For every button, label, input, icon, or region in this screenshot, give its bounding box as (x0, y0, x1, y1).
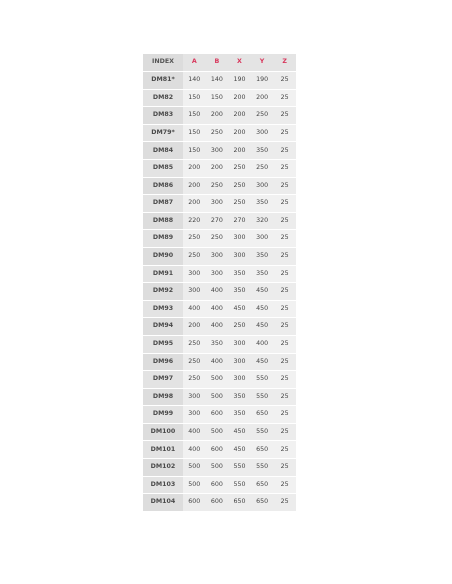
cell-index: DM101 (143, 441, 183, 459)
table-row (143, 283, 296, 301)
cell-y: 450 (251, 301, 274, 319)
cell-z: 25 (273, 477, 296, 495)
cell-a: 300 (183, 389, 206, 407)
cell-index: DM92 (143, 283, 183, 301)
cell-b: 600 (206, 477, 229, 495)
cell-b: 600 (206, 494, 229, 512)
cell-x: 300 (228, 230, 251, 248)
cell-z: 25 (273, 424, 296, 442)
cell-z: 25 (273, 406, 296, 424)
cell-index: DM100 (143, 424, 183, 442)
table-row (143, 354, 296, 372)
cell-b: 250 (206, 230, 229, 248)
cell-y: 200 (251, 90, 274, 108)
table-row (143, 160, 296, 178)
cell-index: DM83 (143, 107, 183, 125)
cell-index: DM84 (143, 142, 183, 160)
cell-a: 400 (183, 441, 206, 459)
cell-index: DM104 (143, 494, 183, 512)
cell-z: 25 (273, 301, 296, 319)
table-row (143, 213, 296, 231)
table-row (143, 336, 296, 354)
cell-a: 150 (183, 125, 206, 143)
cell-a: 400 (183, 424, 206, 442)
cell-y: 450 (251, 283, 274, 301)
cell-y: 550 (251, 424, 274, 442)
cell-b: 500 (206, 459, 229, 477)
cell-y: 550 (251, 371, 274, 389)
cell-y: 350 (251, 266, 274, 284)
cell-b: 300 (206, 142, 229, 160)
cell-a: 250 (183, 354, 206, 372)
header-x: X (228, 54, 251, 72)
cell-z: 25 (273, 371, 296, 389)
cell-index: DM90 (143, 248, 183, 266)
cell-x: 200 (228, 90, 251, 108)
cell-y: 350 (251, 195, 274, 213)
cell-z: 25 (273, 266, 296, 284)
table-row (143, 301, 296, 319)
cell-index: DM81* (143, 72, 183, 90)
cell-a: 200 (183, 195, 206, 213)
cell-a: 150 (183, 107, 206, 125)
header-y: Y (251, 54, 274, 72)
cell-b: 300 (206, 195, 229, 213)
cell-index: DM86 (143, 178, 183, 196)
cell-z: 25 (273, 72, 296, 90)
cell-y: 350 (251, 248, 274, 266)
cell-x: 450 (228, 441, 251, 459)
header-row (143, 54, 296, 72)
cell-x: 550 (228, 459, 251, 477)
cell-a: 200 (183, 318, 206, 336)
cell-x: 190 (228, 72, 251, 90)
cell-y: 300 (251, 178, 274, 196)
cell-x: 350 (228, 283, 251, 301)
cell-a: 250 (183, 371, 206, 389)
cell-a: 140 (183, 72, 206, 90)
header-a: A (183, 54, 206, 72)
cell-x: 300 (228, 336, 251, 354)
cell-index: DM79* (143, 125, 183, 143)
cell-index: DM82 (143, 90, 183, 108)
table-row (143, 248, 296, 266)
cell-x: 300 (228, 371, 251, 389)
cell-index: DM103 (143, 477, 183, 495)
table-row (143, 266, 296, 284)
cell-a: 250 (183, 230, 206, 248)
cell-x: 200 (228, 107, 251, 125)
cell-y: 400 (251, 336, 274, 354)
cell-b: 400 (206, 283, 229, 301)
cell-y: 300 (251, 125, 274, 143)
table-row (143, 477, 296, 495)
cell-x: 550 (228, 477, 251, 495)
cell-y: 250 (251, 160, 274, 178)
table-row (143, 371, 296, 389)
table-row (143, 318, 296, 336)
table-header (143, 54, 296, 72)
cell-b: 600 (206, 406, 229, 424)
cell-y: 650 (251, 441, 274, 459)
dimensions-table (143, 54, 296, 512)
cell-a: 300 (183, 266, 206, 284)
cell-z: 25 (273, 441, 296, 459)
cell-b: 500 (206, 424, 229, 442)
cell-index: DM98 (143, 389, 183, 407)
table-row (143, 441, 296, 459)
cell-b: 350 (206, 336, 229, 354)
cell-a: 200 (183, 160, 206, 178)
cell-x: 350 (228, 389, 251, 407)
cell-b: 150 (206, 90, 229, 108)
cell-x: 450 (228, 424, 251, 442)
cell-a: 220 (183, 213, 206, 231)
cell-index: DM87 (143, 195, 183, 213)
table-row (143, 195, 296, 213)
table-row (143, 494, 296, 512)
cell-b: 200 (206, 160, 229, 178)
cell-z: 25 (273, 283, 296, 301)
cell-x: 350 (228, 406, 251, 424)
cell-a: 300 (183, 283, 206, 301)
table-row (143, 424, 296, 442)
cell-index: DM88 (143, 213, 183, 231)
cell-b: 500 (206, 371, 229, 389)
cell-a: 600 (183, 494, 206, 512)
header-b: B (206, 54, 229, 72)
table-row (143, 90, 296, 108)
cell-x: 350 (228, 266, 251, 284)
cell-x: 300 (228, 354, 251, 372)
cell-z: 25 (273, 213, 296, 231)
cell-x: 450 (228, 301, 251, 319)
cell-b: 270 (206, 213, 229, 231)
cell-x: 250 (228, 160, 251, 178)
cell-z: 25 (273, 494, 296, 512)
cell-z: 25 (273, 336, 296, 354)
table-row (143, 142, 296, 160)
table-row (143, 389, 296, 407)
cell-a: 250 (183, 336, 206, 354)
cell-a: 500 (183, 459, 206, 477)
cell-index: DM89 (143, 230, 183, 248)
cell-a: 150 (183, 90, 206, 108)
cell-z: 25 (273, 125, 296, 143)
cell-x: 250 (228, 178, 251, 196)
table-row (143, 107, 296, 125)
cell-a: 250 (183, 248, 206, 266)
table-row (143, 459, 296, 477)
cell-a: 150 (183, 142, 206, 160)
cell-z: 25 (273, 230, 296, 248)
cell-index: DM97 (143, 371, 183, 389)
cell-a: 200 (183, 178, 206, 196)
cell-b: 500 (206, 389, 229, 407)
cell-x: 250 (228, 318, 251, 336)
cell-z: 25 (273, 107, 296, 125)
cell-y: 350 (251, 142, 274, 160)
cell-x: 300 (228, 248, 251, 266)
cell-x: 270 (228, 213, 251, 231)
cell-a: 500 (183, 477, 206, 495)
cell-a: 400 (183, 301, 206, 319)
cell-b: 200 (206, 107, 229, 125)
cell-b: 300 (206, 248, 229, 266)
cell-y: 650 (251, 477, 274, 495)
table-row (143, 178, 296, 196)
cell-index: DM85 (143, 160, 183, 178)
cell-y: 550 (251, 459, 274, 477)
cell-z: 25 (273, 389, 296, 407)
table-row (143, 230, 296, 248)
cell-x: 250 (228, 195, 251, 213)
cell-b: 400 (206, 318, 229, 336)
table-row (143, 125, 296, 143)
cell-x: 200 (228, 125, 251, 143)
cell-index: DM93 (143, 301, 183, 319)
table-body (143, 72, 296, 512)
cell-y: 450 (251, 354, 274, 372)
cell-b: 140 (206, 72, 229, 90)
cell-y: 650 (251, 406, 274, 424)
cell-z: 25 (273, 142, 296, 160)
cell-y: 450 (251, 318, 274, 336)
cell-z: 25 (273, 459, 296, 477)
cell-z: 25 (273, 160, 296, 178)
cell-x: 200 (228, 142, 251, 160)
cell-index: DM95 (143, 336, 183, 354)
cell-b: 600 (206, 441, 229, 459)
cell-b: 300 (206, 266, 229, 284)
cell-z: 25 (273, 318, 296, 336)
cell-b: 250 (206, 125, 229, 143)
header-index: INDEX (143, 54, 183, 72)
cell-z: 25 (273, 248, 296, 266)
cell-b: 400 (206, 354, 229, 372)
cell-b: 400 (206, 301, 229, 319)
cell-z: 25 (273, 90, 296, 108)
cell-index: DM102 (143, 459, 183, 477)
cell-index: DM91 (143, 266, 183, 284)
cell-y: 190 (251, 72, 274, 90)
cell-b: 250 (206, 178, 229, 196)
cell-y: 250 (251, 107, 274, 125)
cell-z: 25 (273, 195, 296, 213)
cell-a: 300 (183, 406, 206, 424)
table-row (143, 72, 296, 90)
cell-y: 320 (251, 213, 274, 231)
cell-z: 25 (273, 354, 296, 372)
cell-z: 25 (273, 178, 296, 196)
cell-index: DM94 (143, 318, 183, 336)
cell-y: 650 (251, 494, 274, 512)
cell-y: 550 (251, 389, 274, 407)
header-z: Z (273, 54, 296, 72)
cell-x: 650 (228, 494, 251, 512)
table-row (143, 406, 296, 424)
cell-index: DM96 (143, 354, 183, 372)
cell-y: 300 (251, 230, 274, 248)
cell-index: DM99 (143, 406, 183, 424)
